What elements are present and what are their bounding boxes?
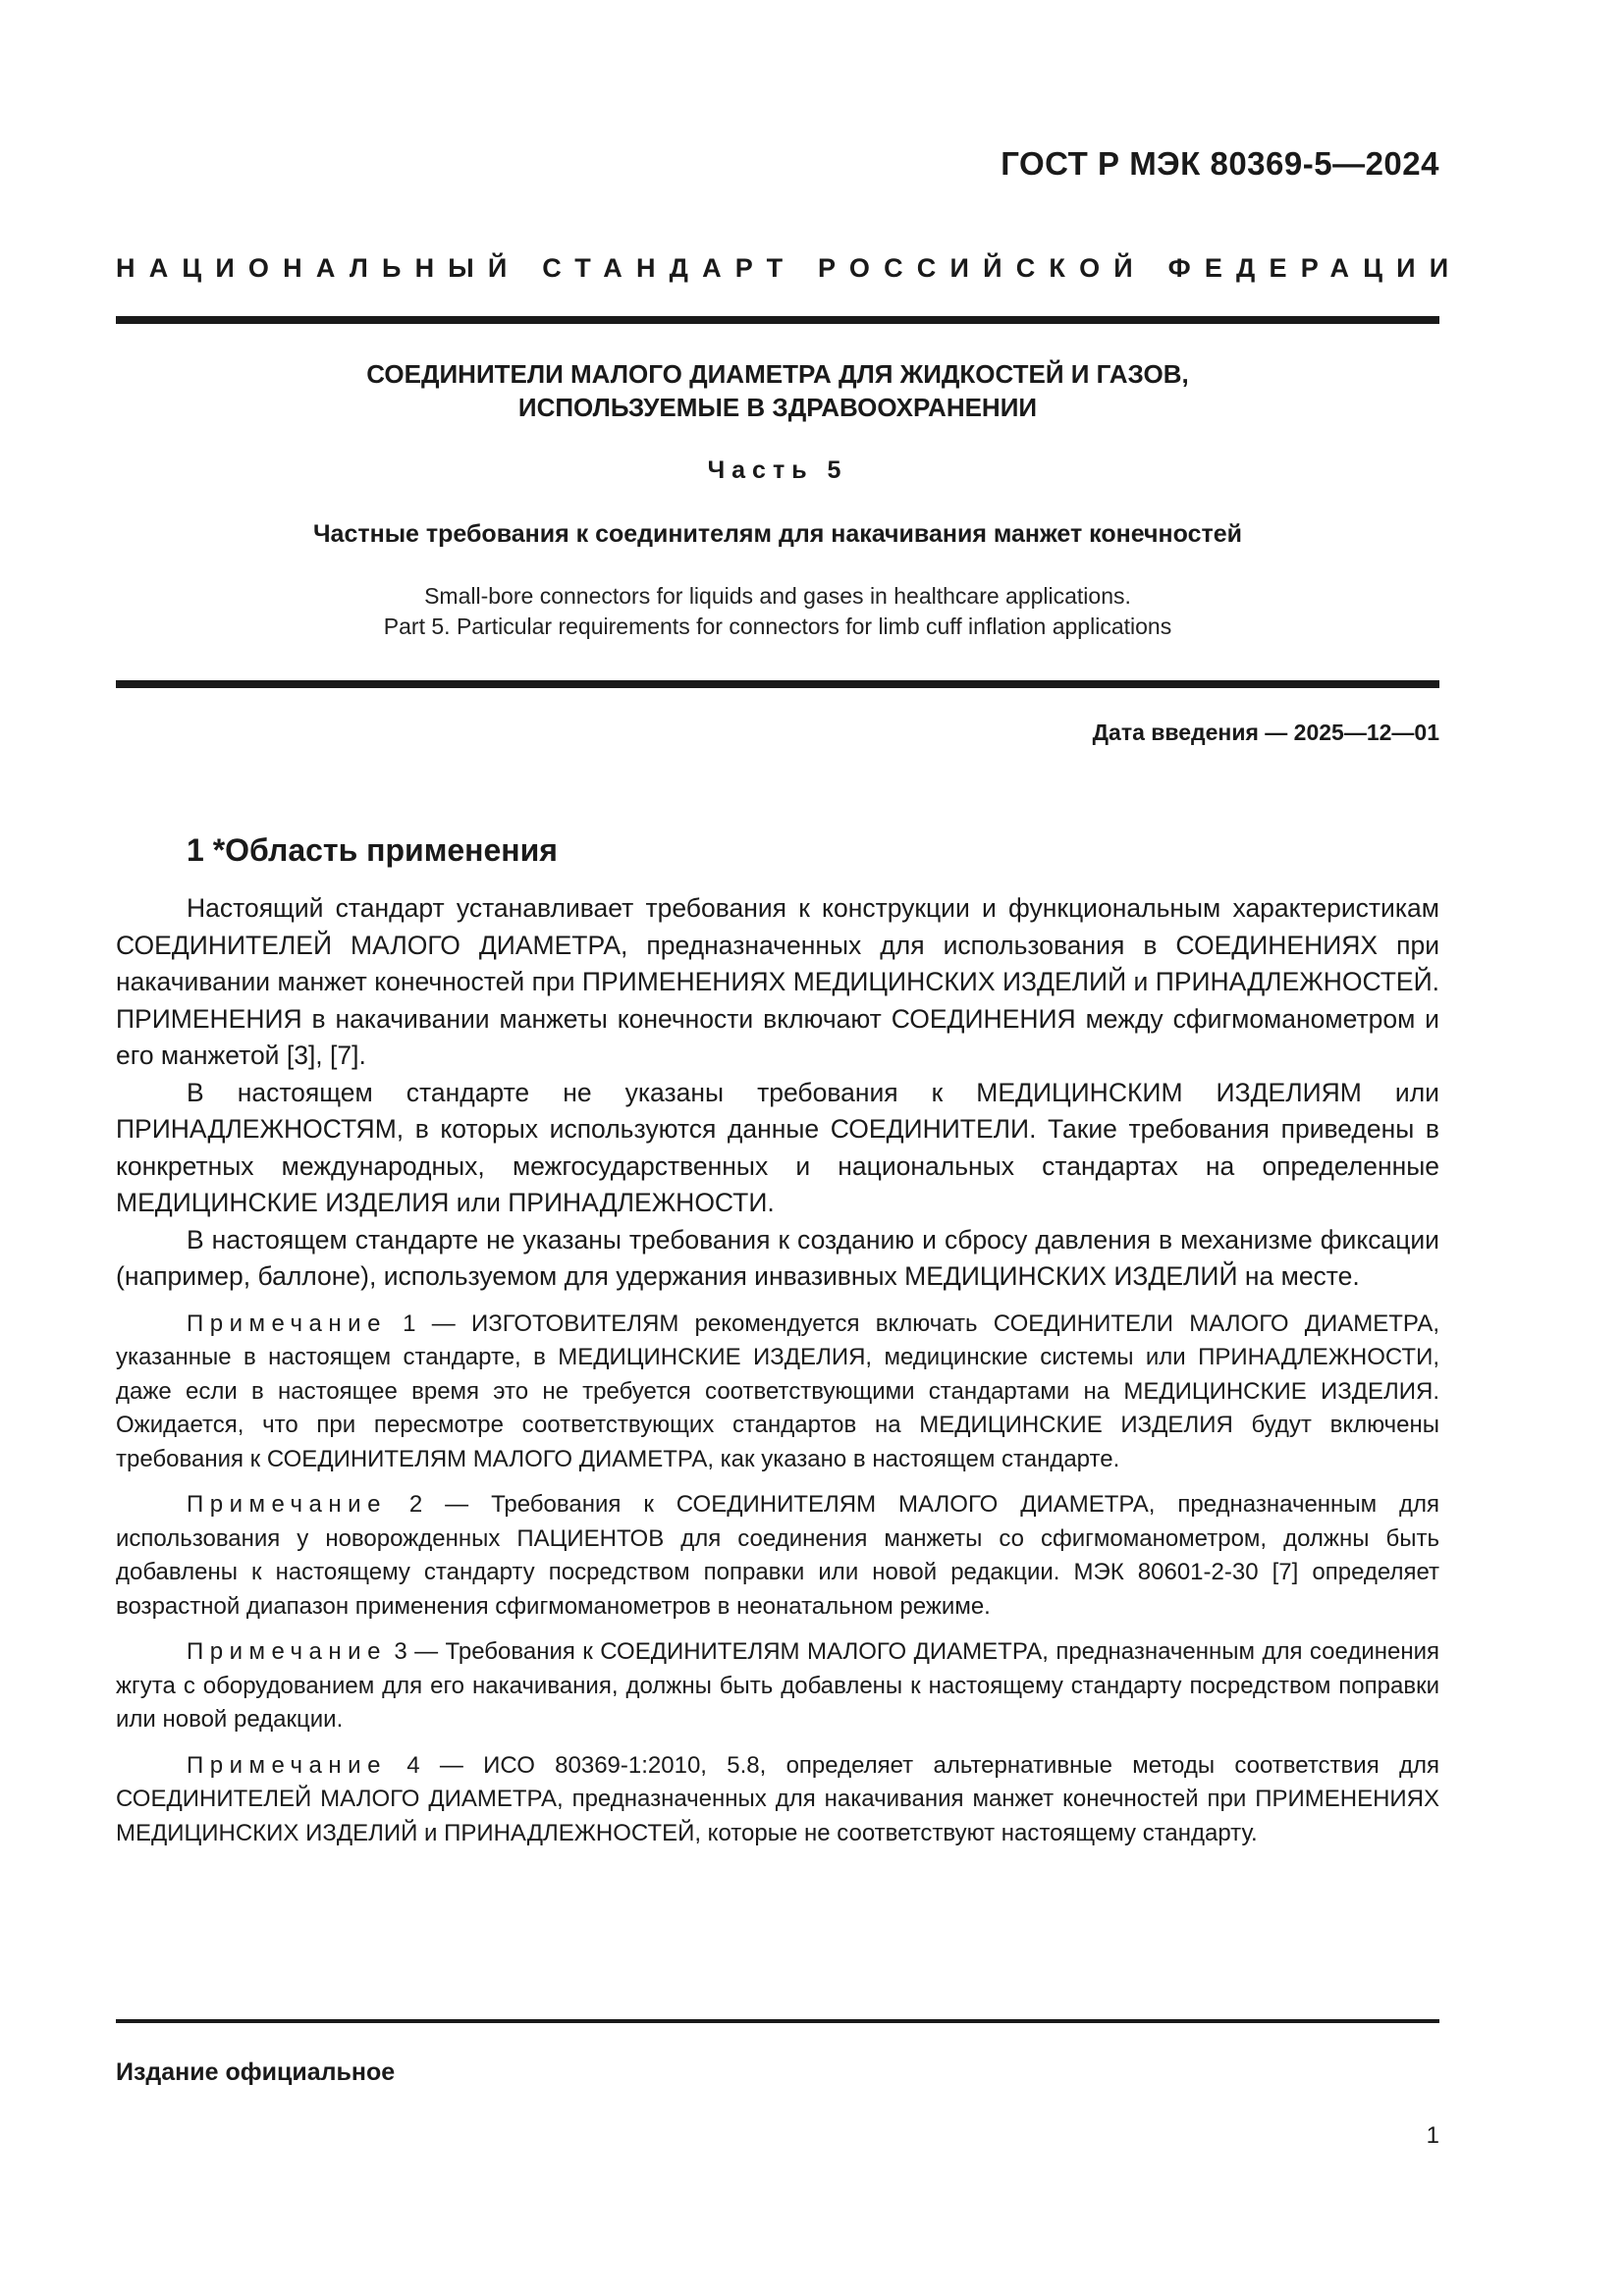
part-label: Часть 5 [707,456,848,484]
footer-rule [116,2019,1439,2023]
note-label: Примечание [187,1638,387,1665]
part-subtitle: Частные требования к соединителям для накачивания манжет конечностей [312,520,1242,548]
title-bottom-rule [116,680,1439,688]
section-heading: 1 *Область применения [187,832,558,868]
section-body [116,890,1439,1850]
title-line-1: СОЕДИНИТЕЛИ МАЛОГО ДИАМЕТРА ДЛЯ ЖИДКОСТЕЙ И ГАЗОВ, [366,359,1189,389]
paragraph: Настоящий стандарт устанавливает требования к конструкции и функциональным характеристикам СОЕДИНИТЕЛЕЙ МАЛОГО ДИАМЕТРА, предназначенных для использования в СОЕДИНЕНИЯХ при накачивании манжет конечностей при ПРИМЕНЕНИЯХ МЕДИЦИНСКИХ ИЗДЕЛИЙ и ПРИНАДЛЕЖНОСТЕЙ. ПРИМЕНЕНИЯ в накачивании манжеты конечности включают СОЕДИНЕНИЯ между сфигмоманометром и его манжетой [3], [7]. [116,893,1439,1070]
note-text: 4 — ИСО 80369-1:2010, 5.8, определяет альтернативные методы соответствия для СОЕДИНИТЕЛЕЙ МАЛОГО ДИАМЕТРА, предназначенных для накачивания манжет конечностей при ПРИМЕНЕНИЯХ МЕДИЦИНСКИХ ИЗДЕЛИЙ и ПРИНАДЛЕЖНОСТЕЙ, которые не соответствуют настоящему стандарту. [116,1751,1439,1846]
note-text: 3 — Требования к СОЕДИНИТЕЛЯМ МАЛОГО ДИАМЕТРА, предназначенным для соединения жгута с оборудованием для его накачивания, должны быть добавлены к настоящему стандарту посредством поправки или новой редакции. [116,1638,1439,1733]
note-3 [116,1635,1439,1737]
note-text: 1 — ИЗГОТОВИТЕЛЯМ рекомендуется включать СОЕДИНИТЕЛИ МАЛОГО ДИАМЕТРА, указанные в настоящем стандарте, в МЕДИЦИНСКИЕ ИЗДЕЛИЯ, медицинские системы или ПРИНАДЛЕЖНОСТИ, даже если в настоящее время это не требуется соответствующими стандартами на МЕДИЦИНСКИЕ ИЗДЕЛИЯ. Ожидается, что при пересмотре соответствующих стандартов на МЕДИЦИНСКИЕ ИЗДЕЛИЯ будут включены требования к СОЕДИНИТЕЛЯМ МАЛОГО ДИАМЕТРА, как указано в настоящем стандарте. [116,1309,1439,1472]
introduction-date: Дата введения — 2025—12—01 [1092,720,1439,745]
note-label: Примечание [187,1751,387,1779]
english-title [116,581,1439,642]
paragraph: В настоящем стандарте не указаны требования к МЕДИЦИНСКИМ ИЗДЕЛИЯМ или ПРИНАДЛЕЖНОСТЯМ, в которых используются данные СОЕДИНИТЕЛИ. Такие требования приведены в конкретных международных, межгосударственных и национальных стандартах на определенные МЕДИЦИНСКИЕ ИЗДЕЛИЯ или ПРИНАДЛЕЖНОСТИ. [116,1077,1439,1217]
english-title-line-1: Small-bore connectors for liquids and gases in healthcare applications. [424,583,1131,609]
paragraph: В настоящем стандарте не указаны требования к созданию и сбросу давления в механизме фиксации (например, баллоне), используемом для удержания инвазивных МЕДИЦИНСКИХ ИЗДЕЛИЙ на месте. [116,1224,1439,1291]
note-label: Примечание [187,1309,387,1337]
document-title [116,357,1439,424]
english-title-line-2: Part 5. Particular requirements for connectors for limb cuff inflation applications [383,614,1172,639]
note-label: Примечание [187,1491,387,1518]
standard-number: ГОСТ Р МЭК 80369-5—2024 [1001,145,1439,182]
page-number: 1 [1426,2122,1439,2149]
note-text: 2 — Требования к СОЕДИНИТЕЛЯМ МАЛОГО ДИАМЕТРА, предназначенным для использования у новорожденных ПАЦИЕНТОВ для соединения манжеты со сфигмоманометром, должны быть добавлены к настоящему стандарту посредством поправки или новой редакции. МЭК 80601-2-30 [7] определяет возрастной диапазон применения сфигмоманометров в неонатальном режиме. [116,1491,1439,1620]
note-2 [116,1488,1439,1624]
note-1 [116,1308,1439,1477]
official-edition-label: Издание официальное [116,2058,396,2086]
note-4 [116,1749,1439,1851]
title-line-2: ИСПОЛЬЗУЕМЫЕ В ЗДРАВООХРАНЕНИИ [517,393,1038,422]
top-rule [116,316,1439,324]
document-page [116,0,1463,2296]
national-standard-banner: НАЦИОНАЛЬНЫЙ СТАНДАРТ РОССИЙСКОЙ ФЕДЕРАЦИИ [116,253,1463,283]
